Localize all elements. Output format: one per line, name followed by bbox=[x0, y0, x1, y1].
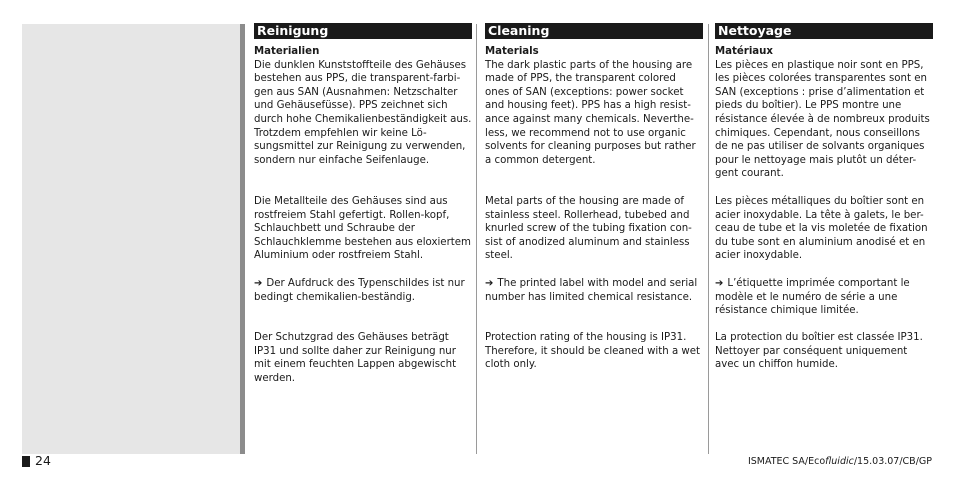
materials-paragraph: Les pièces en plastique noir sont en PPS, les pièces colorées transparentes sont en SAN (exceptions : prise d’alimentation et pieds du boîtier). Le PPS montre une résistance élevée à de nombreux produits chimiques. Cependant, nous conseillons de ne pas utiliser de solvants organiques pour le nettoyage mais plutôt un déter-gent courant. bbox=[715, 59, 930, 180]
side-panel bbox=[22, 24, 240, 454]
page-marker bbox=[22, 456, 30, 467]
label-note-text: The printed label with model and serial number has limited chemical resistance. bbox=[485, 278, 698, 303]
arrow-right-icon: ➔ bbox=[715, 278, 724, 289]
column-divider bbox=[708, 24, 709, 454]
arrow-right-icon: ➔ bbox=[254, 278, 263, 289]
column-german bbox=[254, 23, 472, 384]
protection-block bbox=[715, 331, 933, 372]
label-note-block bbox=[254, 277, 472, 304]
page-number: 24 bbox=[35, 453, 51, 468]
protection-paragraph: Protection rating of the housing is IP31. Therefore, it should be cleaned with a wet cloth only. bbox=[485, 332, 701, 371]
section-subheading: Matériaux bbox=[715, 46, 774, 57]
section-header: Cleaning bbox=[485, 23, 703, 39]
metal-parts-paragraph: Metal parts of the housing are made of stainless steel. Rollerhead, tubebed and knurled screw of the tubing fixation con-sist of anodized aluminum and stainless steel. bbox=[485, 196, 692, 262]
protection-paragraph: La protection du boîtier est classée IP31. Nettoyer par conséquent uniquement avec un chiffon humide. bbox=[715, 332, 923, 371]
document-reference: ISMATEC SA/Ecofluidic/15.03.07/CB/GP bbox=[747, 456, 932, 467]
materials-paragraph: Die dunklen Kunststoffteile des Gehäuses bestehen aus PPS, die transparent-farbi-gen aus SAN (Ausnahmen: Netzschalter und Gehäusefüsse). PPS zeichnet sich durch hohe Chemikalienbeständigkeit aus. Trotzdem empfehlen wir keine Lö-sungsmittel zur Reinigung zu verwenden, sondern nur einfache Seifenlauge. bbox=[254, 59, 472, 166]
metal-parts-block bbox=[254, 195, 472, 263]
arrow-right-icon: ➔ bbox=[485, 278, 494, 289]
label-note-block bbox=[715, 277, 933, 318]
metal-parts-paragraph: Les pièces métalliques du boîtier sont en acier inoxydable. La tête à galets, le ber-ceau de tube et la vis moletée de fixation du tube sont en aluminium anodisé et en acier inoxydable. bbox=[715, 196, 928, 262]
protection-paragraph: Der Schutzgrad des Gehäuses beträgt IP31 und sollte daher zur Reinigung nur mit einem feuchten Lappen abgewischt werden. bbox=[254, 332, 457, 384]
label-note-block bbox=[485, 277, 703, 304]
side-bar bbox=[240, 24, 245, 454]
protection-block bbox=[254, 331, 472, 385]
column-divider bbox=[476, 24, 477, 454]
section-header: Nettoyage bbox=[715, 23, 933, 39]
column-english bbox=[485, 23, 703, 371]
label-note-text: L’étiquette imprimée comportant le modèle et le numéro de série a une résistance chimique limitée. bbox=[715, 278, 910, 317]
metal-parts-block bbox=[485, 195, 703, 263]
materials-paragraph: The dark plastic parts of the housing are made of PPS, the transparent colored ones of SAN (exceptions: power socket and housing feet). PPS has a high resist-ance against many chemicals. Neverthe-less, we recommend not to use organic solvents for cleaning purposes but rather a common detergent. bbox=[485, 59, 696, 166]
section-subheading: Materials bbox=[485, 46, 539, 57]
label-note-text: Der Aufdruck des Typenschildes ist nur bedingt chemikalien-beständig. bbox=[254, 278, 465, 303]
metal-parts-block bbox=[715, 195, 933, 263]
section-header: Reinigung bbox=[254, 23, 472, 39]
protection-block bbox=[485, 331, 703, 372]
metal-parts-paragraph: Die Metallteile des Gehäuses sind aus rostfreiem Stahl gefertigt. Rollen-kopf, Schlauchbett und Schraube der Schlauchklemme bestehen aus eloxiertem Aluminium oder rostfreiem Stahl. bbox=[254, 196, 471, 262]
section-subheading: Materialien bbox=[254, 46, 320, 57]
column-french bbox=[715, 23, 933, 371]
